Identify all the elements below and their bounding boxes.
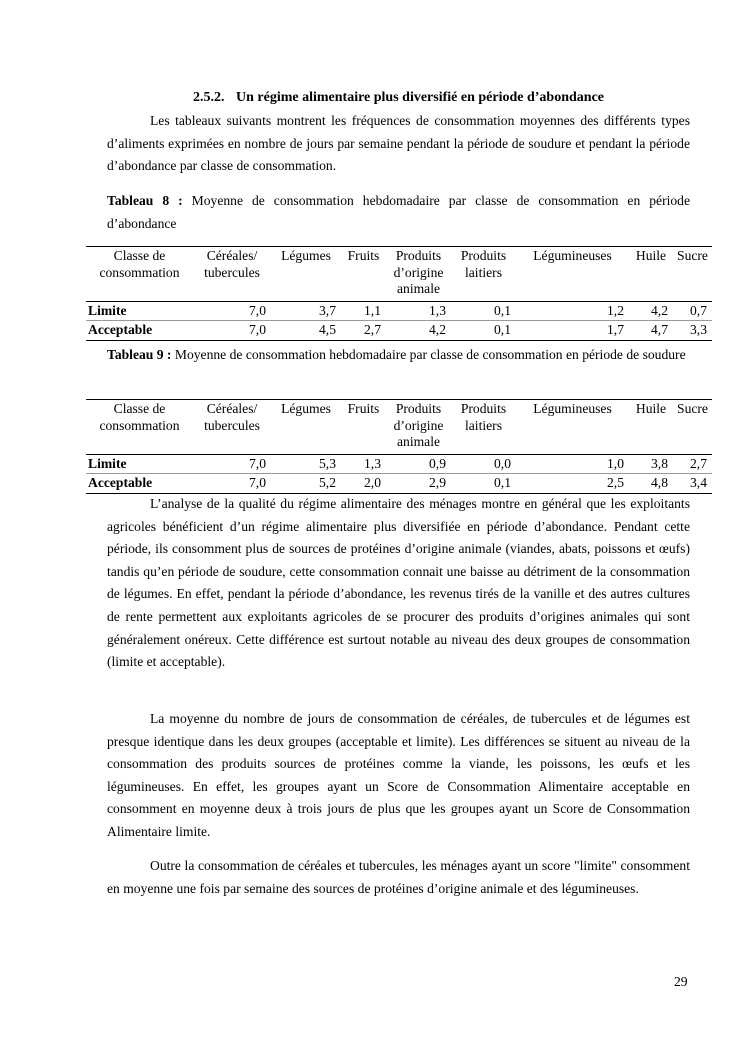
cell: 2,7 (673, 454, 712, 474)
col-header-produits-animale: Produits d’origine animale (386, 400, 451, 455)
body-paragraph-3 (107, 855, 690, 900)
cell: 4,8 (629, 474, 673, 494)
cell: 4,2 (629, 301, 673, 321)
cell: 1,3 (341, 454, 386, 474)
page-number: 29 (674, 974, 688, 989)
cell: 0,0 (451, 454, 516, 474)
table-row (86, 301, 712, 321)
row-label: Acceptable (86, 321, 193, 341)
col-header-classe: Classe de consommation (86, 400, 193, 455)
intro-text: Les tableaux suivants montrent les fréquences de consommation moyennes des différents types d’aliments exprimées en nombre de jours par semaine pendant la période de soudure et pendant la période d’abondance par classe de consommation. (107, 113, 690, 174)
table-row (86, 454, 712, 474)
cell: 2,5 (516, 474, 629, 494)
cell: 3,8 (629, 454, 673, 474)
cell: 3,4 (673, 474, 712, 494)
col-header-produits-animale: Produits d’origine animale (386, 247, 451, 302)
table9-caption-text: Moyenne de consommation hebdomadaire par classe de consommation en période de soudure (174, 347, 686, 362)
row-label: Acceptable (86, 474, 193, 494)
col-header-legumineuses: Légumineuses (516, 247, 629, 302)
col-header-fruits: Fruits (341, 247, 386, 302)
cell: 4,2 (386, 321, 451, 341)
col-header-cereales: Céréales/ tubercules (193, 247, 271, 302)
cell: 2,0 (341, 474, 386, 494)
cell: 5,2 (271, 474, 341, 494)
paragraph-text: L’analyse de la qualité du régime alimentaire des ménages montre en général que les exploitants agricoles bénéficient d’un régime alimentaire plus diversifiée en période d’abondance. Pendant cette période, ils consomment plus de sources de protéines d’origine animale (viandes, abats, poissons et œufs) tandis qu’en période de soudure, cette consommation connait une baisse au détriment de la consommation de légumes. En effet, pendant la période d’abondance, les revenus tirés de la vanille et des autres cultures de rente permettent aux exploitants agricoles de se procurer des produits d’origines animales qui sont généralement onéreux. Cette différence est surtout notable au niveau des deux groupes de consommation (limite et acceptable). (107, 496, 690, 670)
table9-label: Tableau 9 : (107, 347, 172, 362)
table-row (86, 474, 712, 494)
col-header-legumes: Légumes (271, 400, 341, 455)
cell: 1,7 (516, 321, 629, 341)
cell: 2,9 (386, 474, 451, 494)
cell: 7,0 (193, 301, 271, 321)
col-header-legumineuses: Légumineuses (516, 400, 629, 455)
cell: 0,1 (451, 474, 516, 494)
col-header-fruits: Fruits (341, 400, 386, 455)
table8-caption (107, 190, 690, 235)
cell: 0,1 (451, 301, 516, 321)
cell: 0,9 (386, 454, 451, 474)
body-paragraph-2 (107, 708, 690, 844)
cell: 7,0 (193, 321, 271, 341)
table8-header-row (86, 247, 712, 302)
table9-header-row (86, 400, 712, 455)
table9-caption (107, 344, 690, 367)
cell: 3,3 (673, 321, 712, 341)
cell: 1,2 (516, 301, 629, 321)
row-label: Limite (86, 301, 193, 321)
section-number: 2.5.2. (193, 90, 225, 105)
body-paragraph-1 (107, 493, 690, 674)
col-header-sucre: Sucre (673, 247, 712, 302)
section-heading (193, 90, 604, 106)
cell: 1,0 (516, 454, 629, 474)
intro-paragraph (107, 110, 690, 178)
col-header-cereales: Céréales/ tubercules (193, 400, 271, 455)
paragraph-text: La moyenne du nombre de jours de consommation de céréales, de tubercules et de légumes est presque identique dans les deux groupes (acceptable et limite). Les différences se situent au niveau de la consommation des produits sources de protéines comme la viande, les poissons, les œufs et les légumineuses. En effet, les groupes ayant un Score de Consommation Alimentaire acceptable en consomment en moyenne deux à trois jours de plus que les groupes ayant un Score de Consommation Alimentaire limite. (107, 711, 690, 839)
cell: 0,7 (673, 301, 712, 321)
col-header-produits-laitiers: Produits laitiers (451, 400, 516, 455)
cell: 1,3 (386, 301, 451, 321)
col-header-classe: Classe de consommation (86, 247, 193, 302)
cell: 7,0 (193, 454, 271, 474)
col-header-sucre: Sucre (673, 400, 712, 455)
cell: 4,7 (629, 321, 673, 341)
table8-caption-text: Moyenne de consommation hebdomadaire par classe de consommation en période d’abondance (107, 193, 691, 231)
table-8 (86, 246, 712, 341)
col-header-huile: Huile (629, 247, 673, 302)
cell: 5,3 (271, 454, 341, 474)
table8-label: Tableau 8 : (107, 193, 183, 208)
col-header-legumes: Légumes (271, 247, 341, 302)
row-label: Limite (86, 454, 193, 474)
cell: 4,5 (271, 321, 341, 341)
cell: 1,1 (341, 301, 386, 321)
cell: 7,0 (193, 474, 271, 494)
paragraph-text: Outre la consommation de céréales et tubercules, les ménages ayant un score "limite" consomment en moyenne une fois par semaine des sources de protéines d’origine animale et des légumineuses. (107, 858, 690, 896)
table-9 (86, 399, 712, 494)
section-title: Un régime alimentaire plus diversifié en période d’abondance (236, 90, 604, 105)
cell: 3,7 (271, 301, 341, 321)
table-row (86, 321, 712, 341)
cell: 2,7 (341, 321, 386, 341)
col-header-huile: Huile (629, 400, 673, 455)
col-header-produits-laitiers: Produits laitiers (451, 247, 516, 302)
cell: 0,1 (451, 321, 516, 341)
